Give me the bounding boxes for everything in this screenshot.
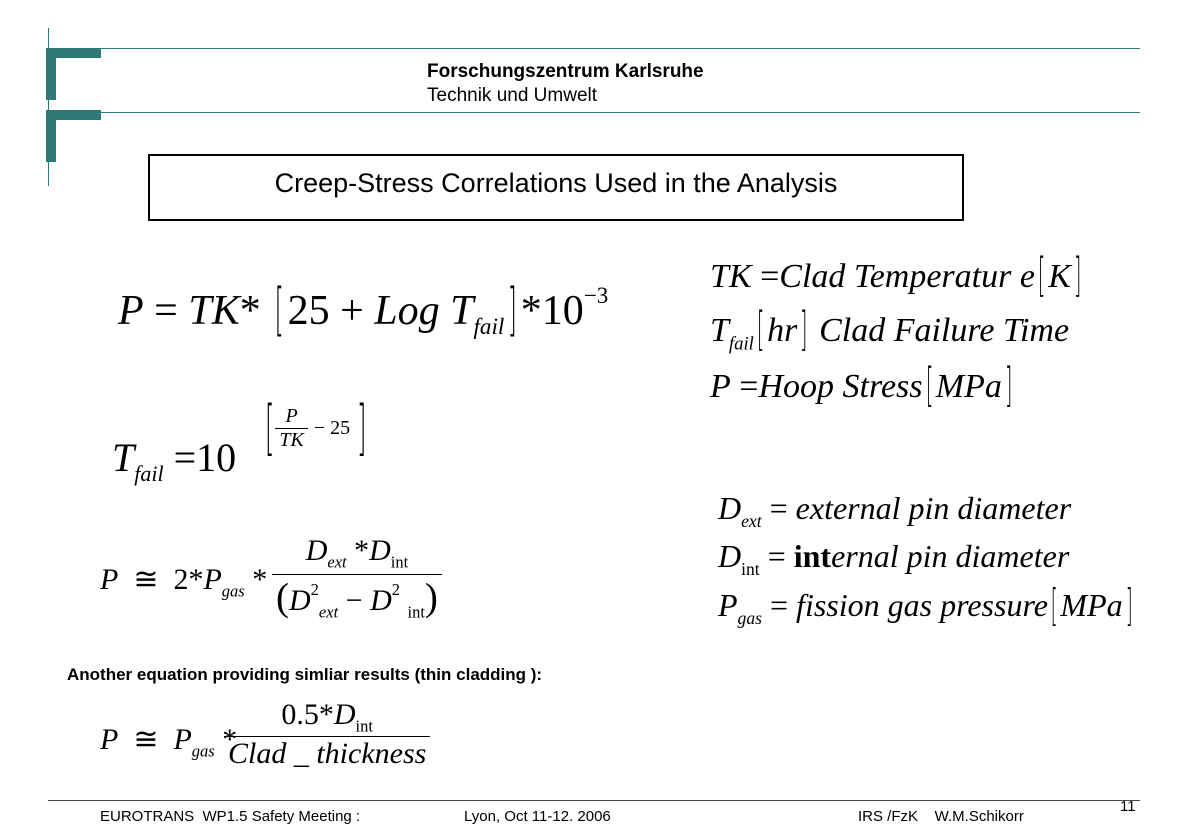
- note-text: Another equation providing simliar results (thin cladding ):: [67, 665, 543, 684]
- equation-3: P ≅ $2*P_{gas}$ * $D_{ext}$ $*D_{int}$ ($D^2_{ext} - D^2$ $_{int}$): [100, 532, 480, 632]
- header-rule-top: [56, 48, 1140, 49]
- title-box: [148, 154, 964, 221]
- equation-1: P = TK* [25 + Log $T_{fail}]*10^{-3}$: [118, 276, 609, 343]
- legend-dext: $D_{ext}$ = external pin diameter: [718, 490, 1072, 531]
- legend-p: P =Hoop Stress[MPa]: [710, 359, 1013, 413]
- page-number: 11: [1120, 798, 1136, 815]
- org-name: Forschungszentrum Karlsruhe: [427, 61, 704, 82]
- equation-4: P ≅ $P_{gas}$ * $0.5*D_{int}$ Clad _ thickness: [100, 700, 460, 780]
- equation-2: $T_{fail} =10$ [ $\frac{P}{TK}$ − 25 ]: [112, 393, 367, 486]
- footer-place-date: Lyon, Oct 11-12. 2006: [464, 808, 611, 825]
- logo-bar-top-horizontal: [46, 48, 101, 58]
- org-subtitle: Technik und Umwelt: [427, 85, 598, 106]
- footer-meeting: EUROTRANS WP1.5 Safety Meeting :: [100, 808, 361, 825]
- footer-author: IRS /FzK W.M.Schikorr: [858, 808, 1024, 825]
- org-header: [427, 60, 704, 108]
- legend-dint: $D_{int}$ = internal pin diameter: [718, 538, 1070, 579]
- slide-title: Creep-Stress Correlations Used in the Analysis: [274, 168, 838, 198]
- legend-tfail: $T_{fail}[hr]$ Clad Failure Time: [710, 303, 1070, 357]
- legend-pgas: $P_{gas}$ = fission gas pressure[MPa]: [718, 579, 1133, 631]
- footer-rule: [48, 800, 1140, 801]
- header-rule-bottom: [56, 112, 1140, 113]
- legend-tk: TK =Clad Temperatur e[K]: [710, 249, 1082, 303]
- frame-left-line: [48, 28, 49, 186]
